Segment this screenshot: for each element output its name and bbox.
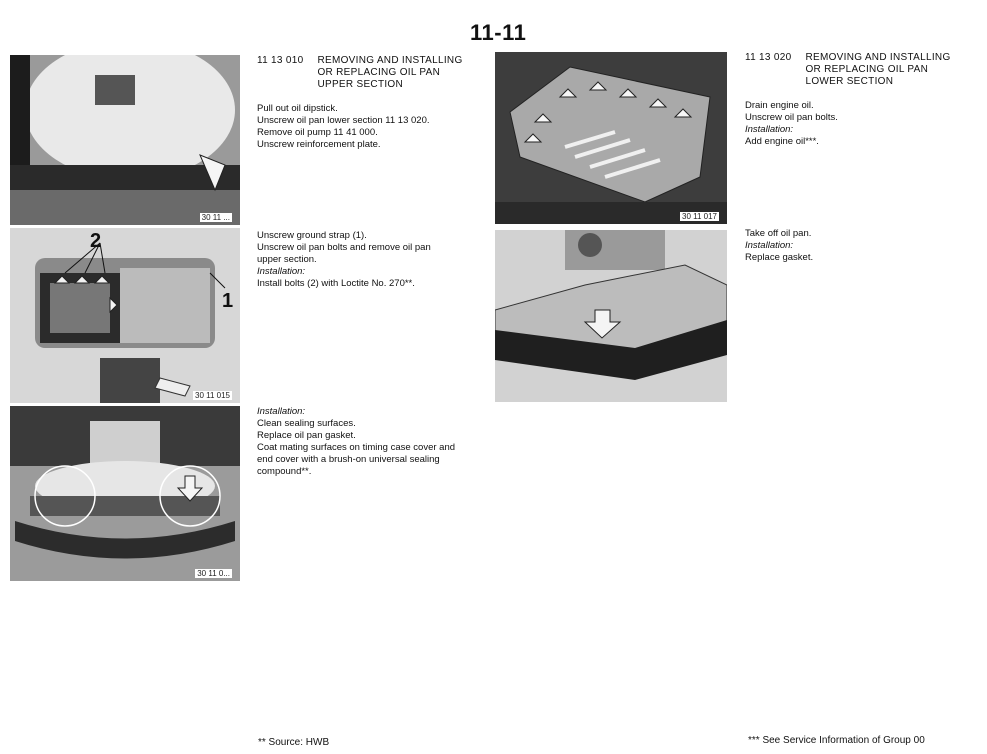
section-title: REMOVING AND INSTALLING OR REPLACING OIL PAN UPPER SECTION: [317, 55, 463, 90]
instruction-list: [745, 100, 980, 148]
installation-label: Installation:: [745, 124, 794, 135]
footnote-service-info: *** See Service Information of Group 00: [748, 735, 925, 746]
instruction-line: Unscrew reinforcement plate.: [257, 139, 381, 150]
section-11-13-010: [257, 55, 487, 151]
photo-ref-number: 30 11 0...: [197, 569, 230, 578]
photo-oil-pan-bolts: [10, 228, 240, 403]
instruction-line: Replace oil pan gasket.: [257, 430, 356, 441]
callout-label-2: 2: [90, 230, 102, 252]
instruction-line: upper section.: [257, 254, 317, 265]
photo-ref-number: 30 11 017: [682, 212, 717, 221]
section-heading: [257, 55, 487, 91]
photo-ref-number: 30 11 ...: [201, 213, 230, 222]
installation-label: Installation:: [257, 266, 306, 277]
installation-label: Installation:: [745, 240, 794, 251]
photo-oil-pan-lower: [495, 52, 727, 224]
section-sealing: [257, 406, 487, 478]
instruction-line: Clean sealing surfaces.: [257, 418, 356, 429]
instruction-line: Unscrew ground strap (1).: [257, 230, 367, 241]
photo-oil-pan-removed: [495, 230, 727, 402]
installation-label: Installation:: [257, 406, 306, 417]
section-code: 11 13 020: [745, 52, 792, 63]
page-number: 11-11: [470, 20, 527, 45]
photo-sealing-surfaces: [10, 406, 240, 581]
instruction-line: compound**.: [257, 466, 312, 477]
section-ground-strap: [257, 230, 487, 290]
section-code: 11 13 010: [257, 55, 304, 66]
instruction-line: Take off oil pan.: [745, 228, 812, 239]
instruction-line: end cover with a brush-on universal sealing: [257, 454, 440, 465]
section-take-off-pan: [745, 228, 980, 264]
instruction-line: Remove oil pump 11 41 000.: [257, 127, 378, 138]
instruction-line: Replace gasket.: [745, 252, 814, 263]
section-title: REMOVING AND INSTALLING OR REPLACING OIL PAN LOWER SECTION: [805, 52, 951, 87]
instruction-line: Unscrew oil pan bolts.: [745, 112, 838, 123]
photo-oil-pan-upper-overview: [10, 55, 240, 225]
instruction-list: [257, 103, 487, 151]
instruction-line: Drain engine oil.: [745, 100, 814, 111]
instruction-line: Unscrew oil pan bolts and remove oil pan: [257, 242, 431, 253]
instruction-line: Coat mating surfaces on timing case cover and: [257, 442, 456, 453]
photo-ref-number: 30 11 015: [195, 391, 230, 400]
callout-label-1: 1: [222, 290, 234, 312]
instruction-line: Add engine oil***.: [745, 136, 819, 147]
section-heading: [745, 52, 980, 88]
footnote-source: ** Source: HWB: [258, 737, 330, 748]
instruction-line: Pull out oil dipstick.: [257, 103, 338, 114]
instruction-line: Install bolts (2) with Loctite No. 270**.: [257, 278, 415, 289]
section-11-13-020: [745, 52, 980, 148]
instruction-line: Unscrew oil pan lower section 11 13 020.: [257, 115, 430, 126]
